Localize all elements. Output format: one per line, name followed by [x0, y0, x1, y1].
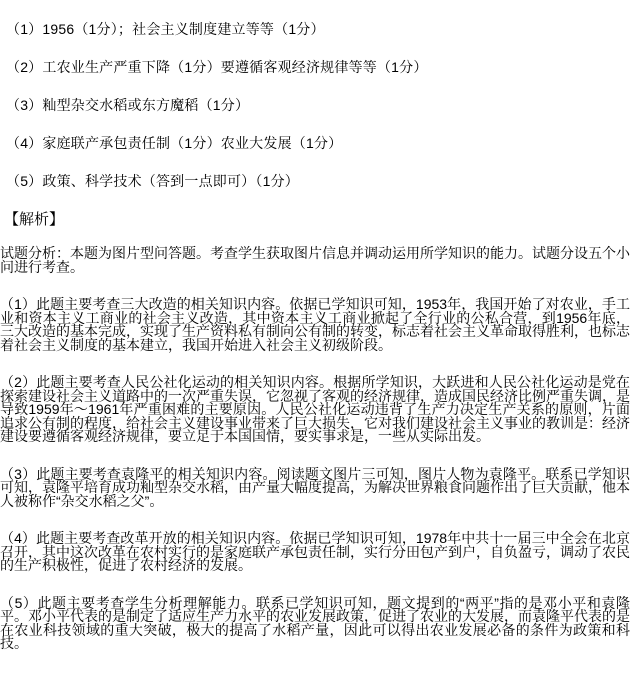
answer-line-5: （5）政策、科学技术（答到一点即可）（1分） [6, 173, 299, 189]
answer-line-4: （4）家庭联产承包责任制（1分）农业大发展（1分） [6, 135, 343, 151]
analysis-section [0, 247, 630, 651]
analysis-paragraph-1: （1）此题主要考查三大改造的相关知识内容。依据已学知识可知，1953年，我国开始了对农业，手工业和资本主义工商业的社会主义改造，其中资本主义工商业掀起了全行业的公私合营，到1956年底，三大改造的基本完成，实现了生产资料私有制向公有制的转变，标志着社会主义革命取得胜利，也标志着社会主义制度的基本建立，我国开始进入社会主义初级阶段。 [0, 296, 630, 353]
analysis-intro-paragraph: 试题分析：本题为图片型问答题。考查学生获取图片信息并调动运用所学知识的能力。试题分设五个小问进行考查。 [0, 245, 630, 275]
answer-key-section [0, 22, 630, 188]
answer-line-3: （3）籼型杂交水稻或东方魔稻（1分） [6, 97, 250, 113]
analysis-paragraph-5: （5）此题主要考查学生分析理解能力。联系已学知识可知，题文提到的“两平”指的是邓小平和袁隆平。邓小平代表的是制定了适应生产力水平的农业发展政策，促进了农业的大发展，而袁隆平代表的是在农业科技领域的重大突破，极大的提高了水稻产量，因此可以得出农业发展必备的条件为政策和科技。 [0, 594, 630, 651]
answer-line-1: （1）1956（1分）；社会主义制度建立等等（1分） [6, 21, 325, 37]
answer-line-2: （2）工农业生产严重下降（1分）要遵循客观经济规律等等（1分） [6, 59, 428, 75]
analysis-paragraph-4: （4）此题主要考查改革开放的相关知识内容。依据已学知识可知，1978年中共十一届三中全会在北京召开，其中这次改革在农村实行的是家庭联产承包责任制，实行分田包产到户，自负盈亏，调动了农民的生产积极性，促进了农村经济的发展。 [0, 530, 630, 573]
analysis-paragraph-3: （3）此题主要考查袁隆平的相关知识内容。阅读题文图片三可知，图片人物为袁隆平。联系已学知识可知，袁隆平培育成功籼型杂交水稻，由产量大幅度提高，为解决世界粮食问题作出了巨大贡献，他本人被称作“杂交水稻之父”。 [0, 465, 630, 509]
analysis-section-heading: 【解析】 [4, 211, 65, 228]
analysis-paragraph-2: （2）此题主要考查人民公社化运动的相关知识内容。根据所学知识，大跃进和人民公社化运动是党在探索建设社会主义道路中的一次严重失误，它忽视了客观的经济规律，造成国民经济比例严重失调，是导致1959年～1961年严重困难的主要原因。人民公社化运动违背了生产力决定生产关系的原则，片面追求公有制的程度，给社会主义建设事业带来了巨大损失，它对我们建设社会主义事业的教训是：经济建设要遵循客观经济规律，要立足于本国国情，要实事求是，一些从实际出发。 [0, 374, 630, 444]
